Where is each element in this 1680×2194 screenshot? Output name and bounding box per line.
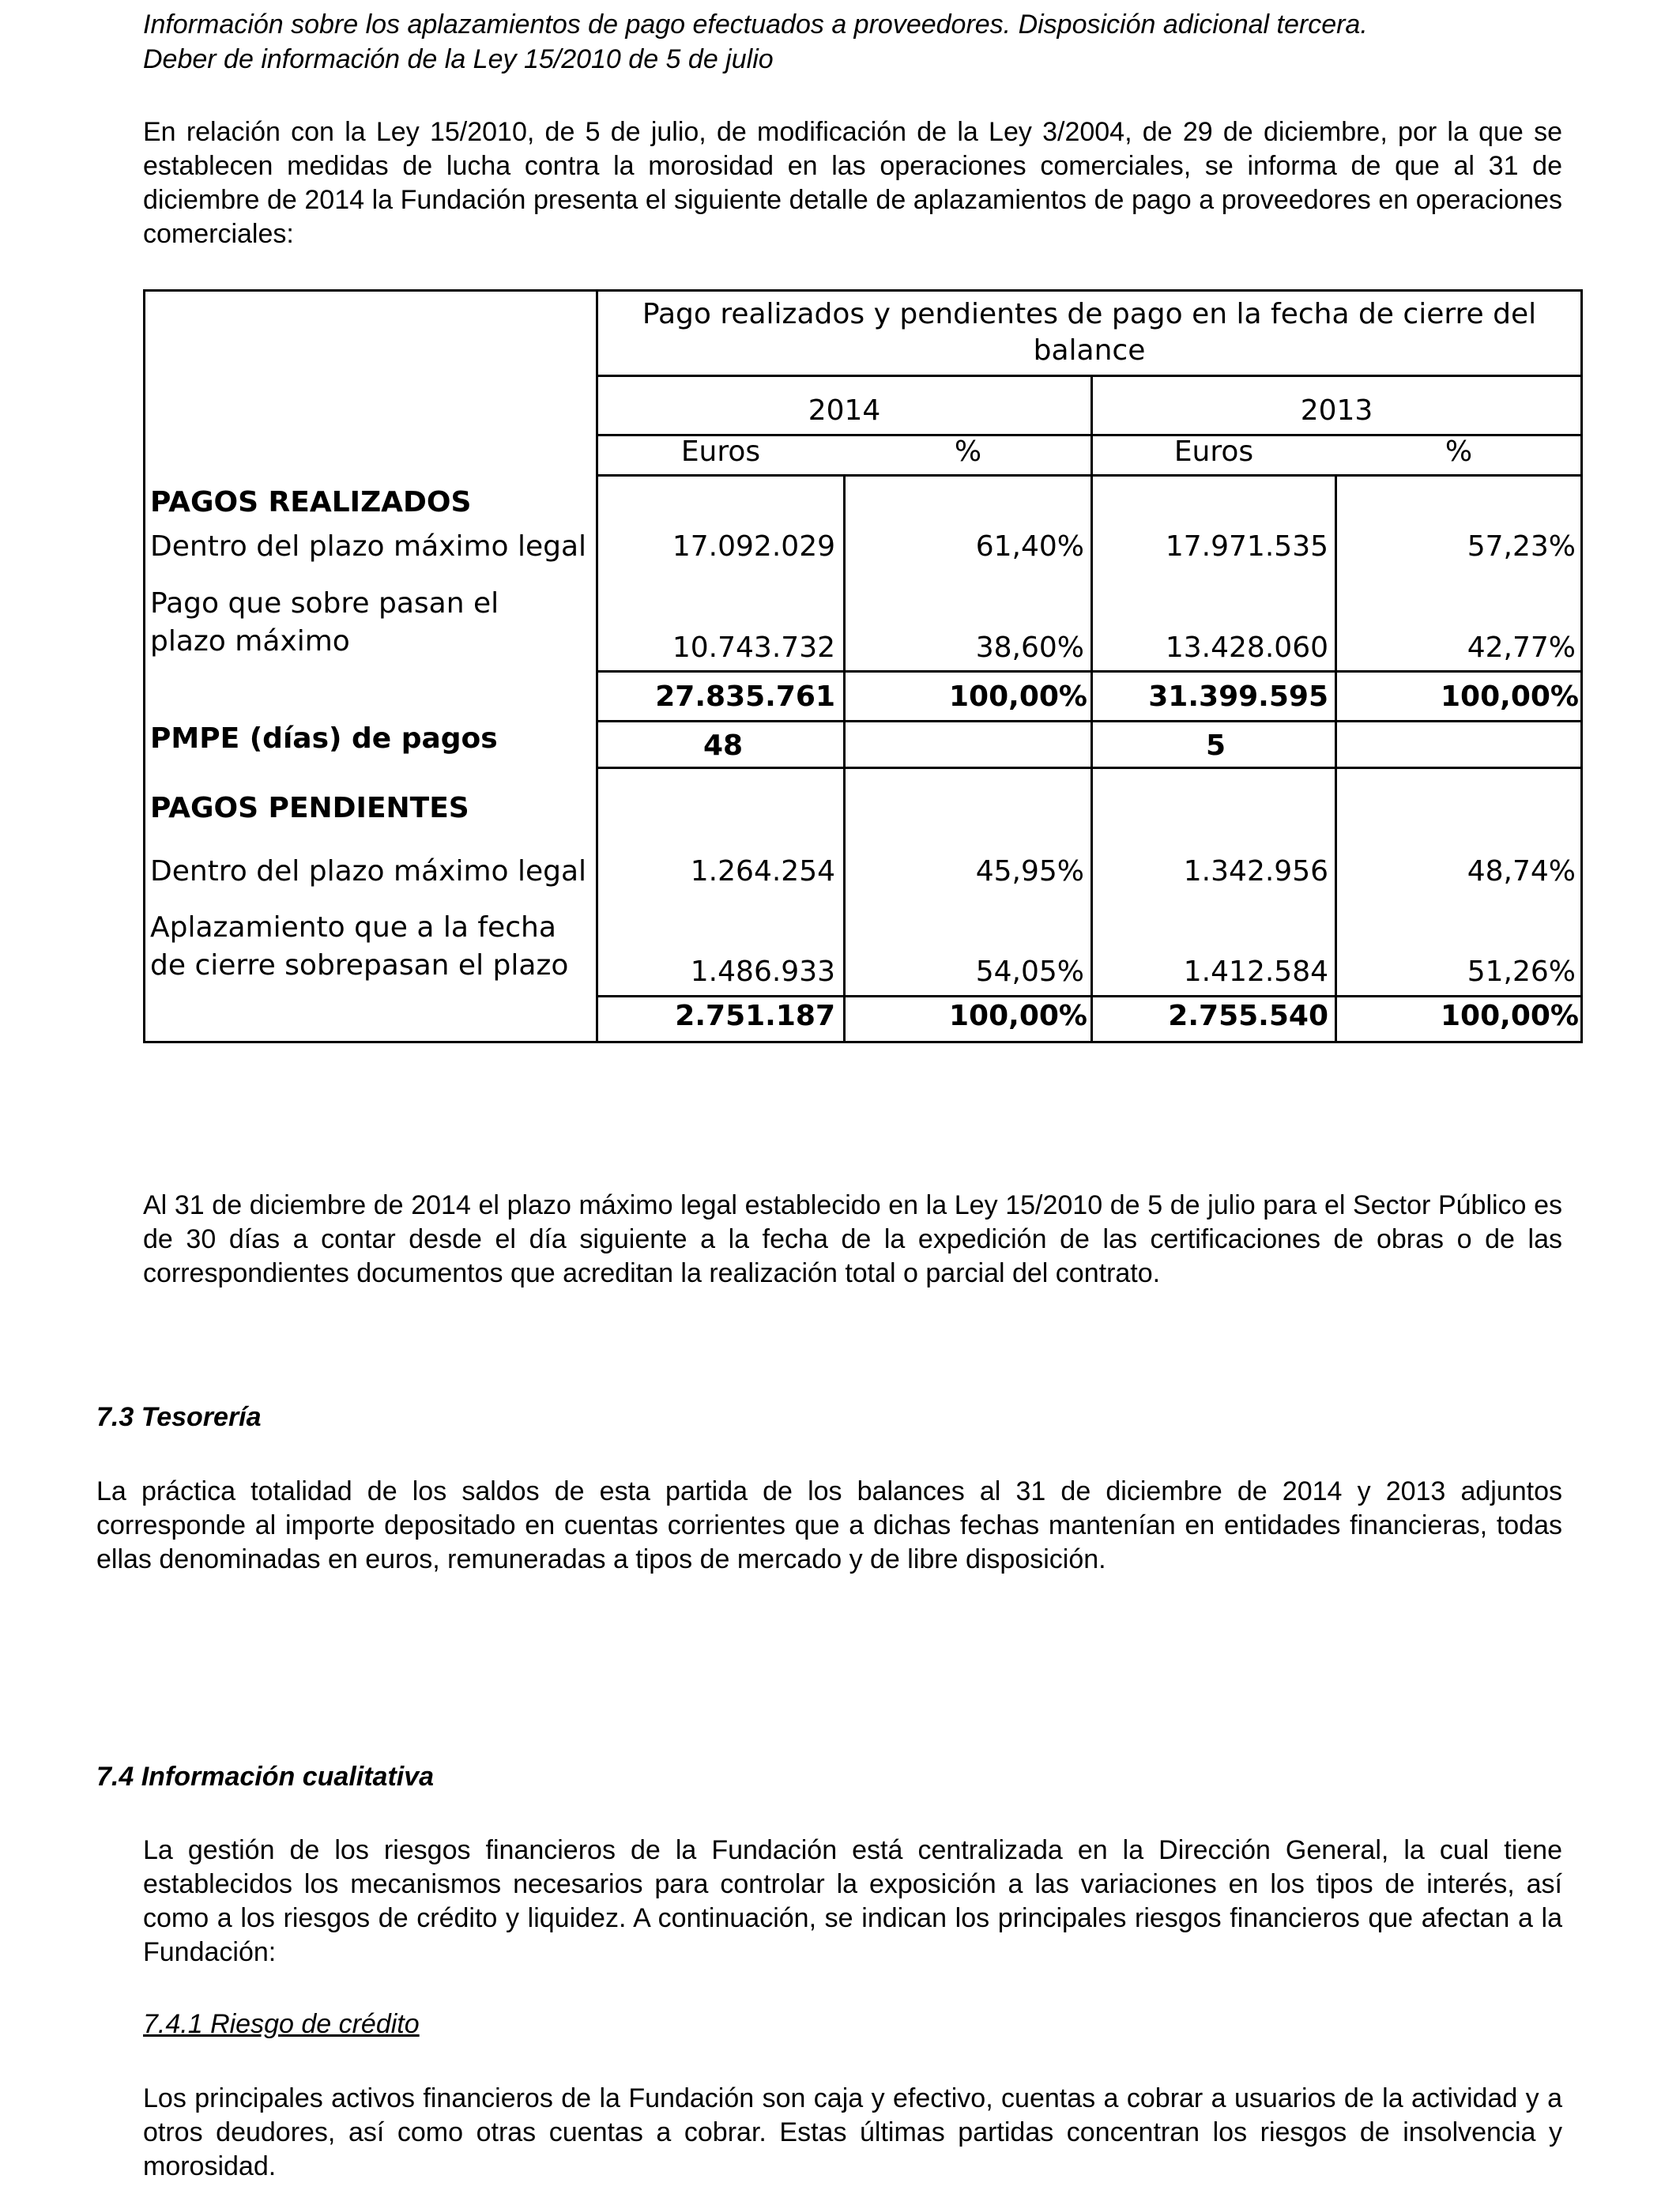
section-pagos-pendientes: PAGOS PENDIENTES <box>150 792 469 824</box>
col-pct-2014: % <box>954 435 982 468</box>
pendientes-total-pct-2013: 100,00% <box>1441 1000 1579 1032</box>
section-7-3-heading: 7.3 Tesorería <box>96 1402 262 1432</box>
intro-paragraph: En relación con la Ley 15/2010, de 5 de julio, de modificación de la Ley 3/2004, de 29 de diciembre, por la que se establecen medidas de lucha contra la morosidad en las operaciones comerciales, se informa de que al 31 de diciembre de 2014 la Fundación presenta el siguiente detalle de aplazamientos de pago a proveedores en operaciones comerciales: <box>143 117 1562 249</box>
section-7-4-1-paragraph: Los principales activos financieros de la Fundación son caja y efectivo, cuentas a cobrar a usuarios de la actividad y a otros deudores, así como otras cuentas a cobrar. Estas últimas partidas concentran los riesgos de insolvencia y morosidad. <box>143 2083 1562 2181</box>
pendientes-total-top-rule <box>596 995 1583 997</box>
realizados-dentro-euros-2014: 17.092.029 <box>672 530 835 563</box>
pendientes-total-euros-2014: 2.751.187 <box>675 1000 835 1032</box>
row-label-pmpe: PMPE (días) de pagos <box>150 722 498 755</box>
realizados-total-pct-2013: 100,00% <box>1441 680 1579 713</box>
payments-table <box>143 289 1583 1043</box>
pendientes-dentro-pct-2013: 48,74% <box>1467 855 1576 888</box>
header-title-line2: balance <box>1033 334 1146 367</box>
realizados-dentro-pct-2013: 57,23% <box>1467 530 1576 563</box>
plazo-paragraph: Al 31 de diciembre de 2014 el plazo máximo legal establecido en la Ley 15/2010 de 5 de julio para el Sector Público es de 30 días a contar desde el día siguiente a la fecha de la expedición de las certificaciones de obras o de las correspondientes documentos que acreditan la realización total o parcial del contrato. <box>143 1190 1562 1288</box>
pendientes-aplazamiento-pct-2014: 54,05% <box>975 956 1084 988</box>
intro-heading-line2: Deber de información de la Ley 15/2010 de 5 de julio <box>143 44 774 74</box>
row-label-dentro-pendientes: Dentro del plazo máximo legal <box>150 855 587 888</box>
realizados-sobrepasan-pct-2014: 38,60% <box>975 631 1084 664</box>
row-label-sobrepasan-line2: plazo máximo <box>150 625 350 658</box>
pendientes-dentro-pct-2014: 45,95% <box>975 855 1084 888</box>
pmpe-2014: 48 <box>703 729 744 762</box>
table-border-left <box>143 289 145 1043</box>
col-euros-2014: Euros <box>680 435 761 468</box>
section-7-3-paragraph: La práctica totalidad de los saldos de esta partida de los balances al 31 de diciembre de 2014 y 2013 adjuntos corresponde al importe depositado en cuentas corrientes que a dichas fechas mantenían en entidades financieras, todas ellas denominadas en euros, remuneradas a tipos de mercado y de libre disposición. <box>96 1476 1562 1574</box>
col-pct-2013: % <box>1445 435 1473 468</box>
realizados-total-euros-2014: 27.835.761 <box>655 680 835 713</box>
header-title-line1: Pago realizados y pendientes de pago en la fecha de cierre del <box>642 298 1537 330</box>
row-label-dentro-realizados: Dentro del plazo máximo legal <box>150 530 587 563</box>
pmpe-bottom-rule <box>596 767 1583 769</box>
pendientes-dentro-euros-2014: 1.264.254 <box>690 855 835 888</box>
year-2014: 2014 <box>808 394 881 427</box>
realizados-sobrepasan-pct-2013: 42,77% <box>1467 631 1576 664</box>
col-euros-2013: Euros <box>1173 435 1254 468</box>
pendientes-total-pct-2014: 100,00% <box>949 1000 1087 1032</box>
pmpe-top-rule <box>596 720 1583 722</box>
row-label-sobrepasan-line1: Pago que sobre pasan el <box>150 587 499 620</box>
realizados-total-pct-2014: 100,00% <box>949 680 1087 713</box>
table-border-right <box>1580 289 1583 1043</box>
pendientes-aplazamiento-euros-2014: 1.486.933 <box>690 956 835 988</box>
header-title-rule <box>596 375 1583 377</box>
pmpe-2013: 5 <box>1206 729 1226 762</box>
section-7-4-paragraph: La gestión de los riesgos financieros de la Fundación está centralizada en la Dirección General, la cual tiene establecidos los mecanismos necesarios para controlar la exposición a las variaciones en los tipos de interés, así como a los riesgos de crédito y liquidez. A continuación, se indican los principales riesgos financieros que afectan a la Fundación: <box>143 1835 1562 1967</box>
pendientes-aplazamiento-pct-2013: 51,26% <box>1467 956 1576 988</box>
pendientes-dentro-euros-2013: 1.342.956 <box>1183 855 1328 888</box>
table-border-top <box>143 289 1583 292</box>
section-7-4-heading: 7.4 Información cualitativa <box>96 1762 435 1792</box>
realizados-dentro-pct-2014: 61,40% <box>975 530 1084 563</box>
intro-heading-line1: Información sobre los aplazamientos de pago efectuados a proveedores. Disposición adicional tercera. <box>143 9 1368 40</box>
realizados-total-euros-2013: 31.399.595 <box>1148 680 1328 713</box>
row-label-aplazamiento-line1: Aplazamiento que a la fecha <box>150 911 556 944</box>
realizados-total-top-rule <box>596 670 1583 673</box>
section-pagos-realizados: PAGOS REALIZADOS <box>150 486 472 518</box>
table-border-bottom <box>143 1041 1583 1043</box>
pendientes-aplazamiento-euros-2013: 1.412.584 <box>1183 956 1328 988</box>
realizados-sobrepasan-euros-2014: 10.743.732 <box>672 631 835 664</box>
year-2013: 2013 <box>1300 394 1373 427</box>
realizados-sobrepasan-euros-2013: 13.428.060 <box>1165 631 1328 664</box>
realizados-dentro-euros-2013: 17.971.535 <box>1165 530 1328 563</box>
pendientes-total-euros-2013: 2.755.540 <box>1168 1000 1328 1032</box>
subheader-rule <box>596 474 1583 477</box>
section-7-4-1-subheading: 7.4.1 Riesgo de crédito <box>143 2009 420 2039</box>
row-label-aplazamiento-line2: de cierre sobrepasan el plazo <box>150 949 569 982</box>
